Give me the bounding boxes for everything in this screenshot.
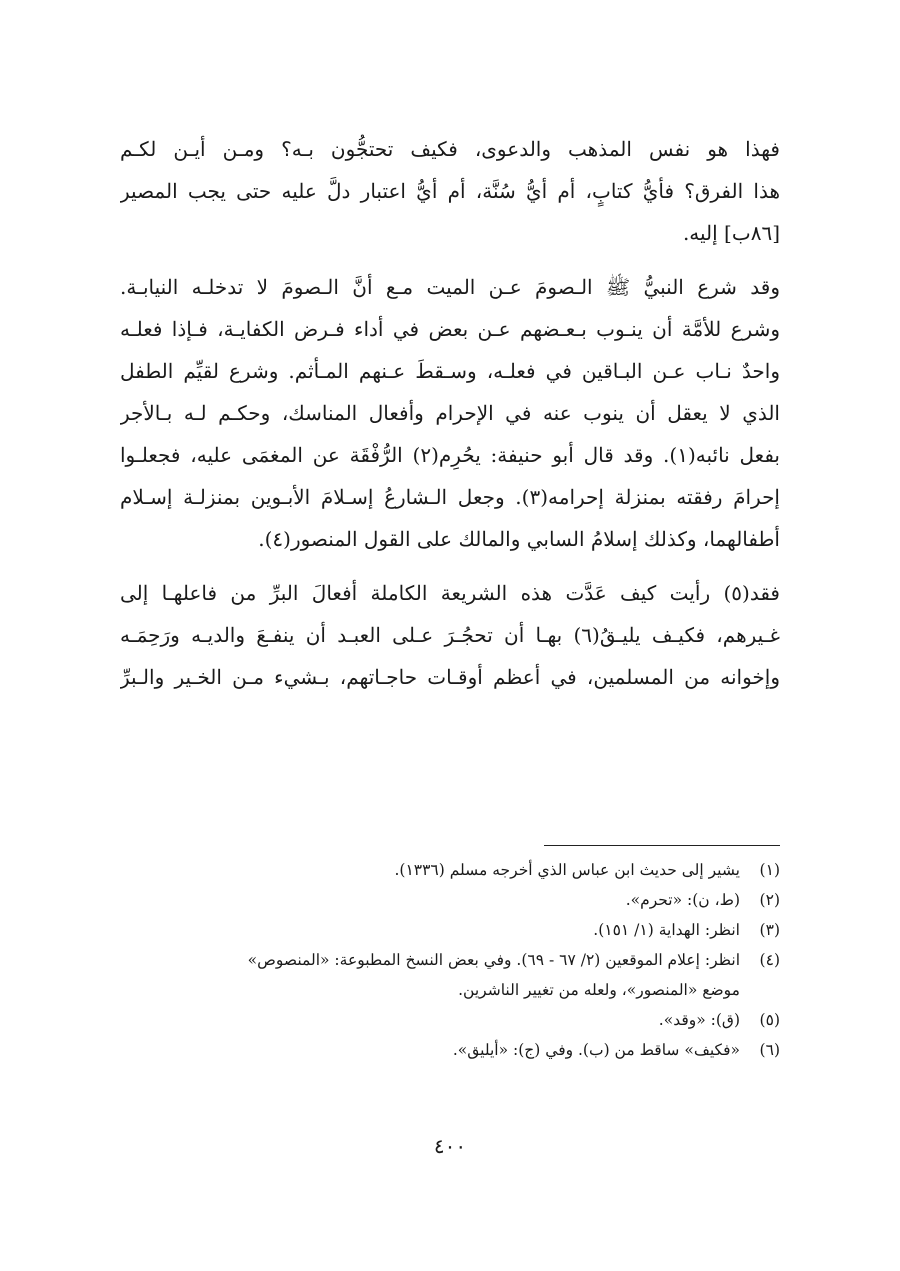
paragraph-2 (120, 266, 780, 560)
book-page (120, 128, 780, 1228)
text-line: واحدٌ نـاب عـن البـاقين في فعلـه، وسـقطَ عـنهم المـأثم. وشرع لقيِّم الطفل (120, 359, 780, 383)
footnote-text: يشير إلى حديث ابن عباس الذي أخرجه مسلم (١٣٣٦). (394, 861, 740, 879)
footnote-4 (120, 945, 780, 1005)
footnote-number: (٦) (759, 1041, 780, 1059)
footnote-number: (٤) (759, 951, 780, 969)
footnote-3 (120, 915, 780, 945)
footnote-number: (٥) (759, 1011, 780, 1029)
text-line: هذا الفرق؟ فأيُّ كتابٍ، أم أيُّ سُنَّة، أم أيُّ اعتبار دلَّ عليه حتى يجب المصير (120, 179, 780, 203)
footnote-5 (120, 1005, 780, 1035)
footnote-text: «فكيف» ساقط من (ب). وفي (ج): «أيليق». (452, 1041, 740, 1059)
footnote-text: (ق): «وقد». (658, 1011, 740, 1029)
footnote-text: انظر: الهداية (١/ ١٥١). (593, 921, 740, 939)
footnote-number: (١) (759, 861, 780, 879)
text-line: فهذا هو نفس المذهب والدعوى، فكيف تحتجُّون بـه؟ ومـن أيـن لكـم (120, 137, 780, 161)
footnote-1 (120, 855, 780, 885)
footnote-2 (120, 885, 780, 915)
text-line: أطفالهما، وكذلك إسلامُ السابي والمالك على القول المنصور(٤). (258, 527, 780, 551)
text-line: غـيرهم، فكيـف يليـقُ(٦) بهـا أن تحجُـرَ عـلى العبـد أن ينفـعَ والديـه ورَحِمَـه (120, 623, 780, 647)
main-text (120, 128, 780, 698)
text-line: فقد(٥) رأيت كيف عَدَّت هذه الشريعة الكاملة أفعالَ البرِّ من فاعلهـا إلى (120, 581, 780, 605)
footnote-6 (120, 1035, 780, 1065)
page-number: ٤٠٠ (433, 1134, 467, 1158)
text-line: وشرع للأمَّة أن ينـوب بـعـضهم عـن بعض في أداء فـرض الكفايـة، فـإذا فعلـه (120, 317, 780, 341)
text-line: بفعل نائبه(١). وقد قال أبو حنيفة: يحُرِم(٢) الرُّفْقَة عن المغمَى عليه، فجعلـوا (120, 443, 780, 467)
paragraph-3 (120, 572, 780, 698)
text-line: وإخوانه من المسلمين، في أعظم أوقـات حاجـاتهم، بـشيء مـن الخـير والـبرِّ (120, 665, 780, 689)
footnote-number: (٣) (759, 921, 780, 939)
text-line: إحرامَ رفقته بمنزلة إحرامه(٣). وجعل الـشارعُ إسـلامَ الأبـوين بمنزلـة إسـلام (120, 485, 780, 509)
footnote-text: انظر: إعلام الموقعين (٢/ ٦٧ - ٦٩). وفي بعض النسخ المطبوعة: «المنصوص» (247, 951, 740, 969)
footnote-number: (٢) (759, 891, 780, 909)
footnote-text: موضع «المنصور»، ولعله من تغيير الناشرين. (458, 981, 740, 999)
text-line: الذي لا يعقل أن ينوب عنه في الإحرام وأفعال المناسك، وحكـم لـه بـالأجر (120, 401, 780, 425)
footnote-text: (ط، ن): «تحرم». (625, 891, 740, 909)
footnotes (120, 855, 780, 1065)
text-line: وقد شرع النبيُّ ﷺ الـصومَ عـن الميت مـع أنَّ الـصومَ لا تدخلـه النيابـة. (120, 275, 780, 299)
paragraph-1 (120, 128, 780, 254)
text-line: [٨٦ب] إليه. (682, 221, 780, 245)
footnote-divider (544, 845, 780, 846)
